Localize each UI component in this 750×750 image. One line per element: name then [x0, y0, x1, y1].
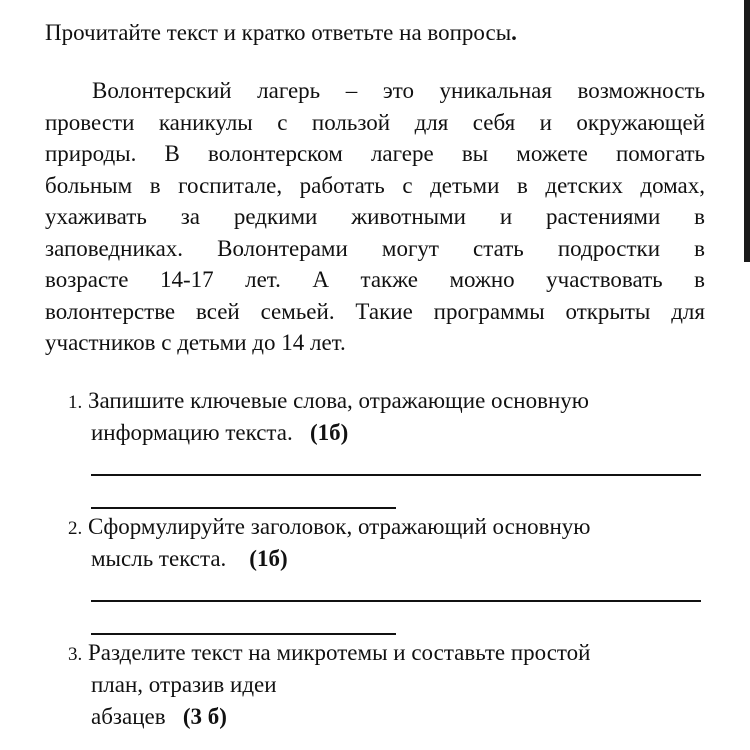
page-edge-shadow	[744, 0, 750, 262]
question-text: план, отразив идеи	[91, 672, 277, 697]
instruction-text: Прочитайте текст и кратко ответьте на вопросы	[45, 20, 512, 45]
question-text: Запишите ключевые слова, отражающие основную	[88, 388, 589, 413]
reading-text	[45, 75, 705, 359]
text-line: заповедниках. Волонтерами могут стать подростки в	[45, 235, 705, 261]
text-line: волонтерстве всей семьей. Такие программы открыты для	[45, 298, 705, 324]
text-line: Волонтерский лагерь – это уникальная возможность	[92, 78, 705, 103]
text-line: участников с детьми до 14 лет.	[45, 330, 346, 355]
answer-line[interactable]	[91, 633, 396, 635]
question-text: информацию текста.	[91, 420, 293, 445]
question-2-first-line	[68, 511, 705, 543]
text-line: больным в госпитале, работать с детьми в детских домах,	[45, 172, 705, 198]
question-text: мысль текста.	[91, 546, 227, 571]
instruction-end-mark: .	[511, 20, 517, 45]
question-number: 1.	[68, 392, 83, 413]
answer-line[interactable]	[91, 474, 701, 476]
question-text: Сформулируйте заголовок, отражающий основную	[88, 514, 591, 539]
question-number: 2.	[68, 518, 83, 539]
question-1-second-line	[68, 417, 705, 449]
text-line: возрасте 14-17 лет. А также можно участвовать в	[45, 267, 705, 292]
question-text: Разделите текст на микротемы и составьте простой	[88, 640, 591, 665]
question-points: (1б)	[309, 420, 349, 445]
question-1-first-line	[68, 385, 705, 417]
answer-line[interactable]	[91, 507, 396, 509]
question-1	[68, 385, 705, 449]
question-points: (3 б)	[182, 704, 227, 729]
question-3-second-line	[68, 669, 705, 701]
question-text: абзацев	[91, 704, 166, 729]
question-2-second-line	[68, 543, 705, 575]
question-points: (1б)	[249, 546, 288, 571]
text-line: провести каникулы с пользой для себя и окружающей	[45, 109, 705, 135]
question-2	[68, 511, 705, 575]
question-3	[68, 637, 705, 733]
text-line: ухаживать за редкими животными и растениями в	[45, 204, 705, 229]
task-instruction	[45, 18, 517, 48]
question-number: 3.	[68, 644, 83, 665]
answer-line[interactable]	[91, 600, 701, 602]
question-3-first-line	[68, 637, 705, 669]
question-3-third-line	[68, 701, 705, 733]
text-line: природы. В волонтерском лагере вы можете помогать	[45, 141, 705, 166]
